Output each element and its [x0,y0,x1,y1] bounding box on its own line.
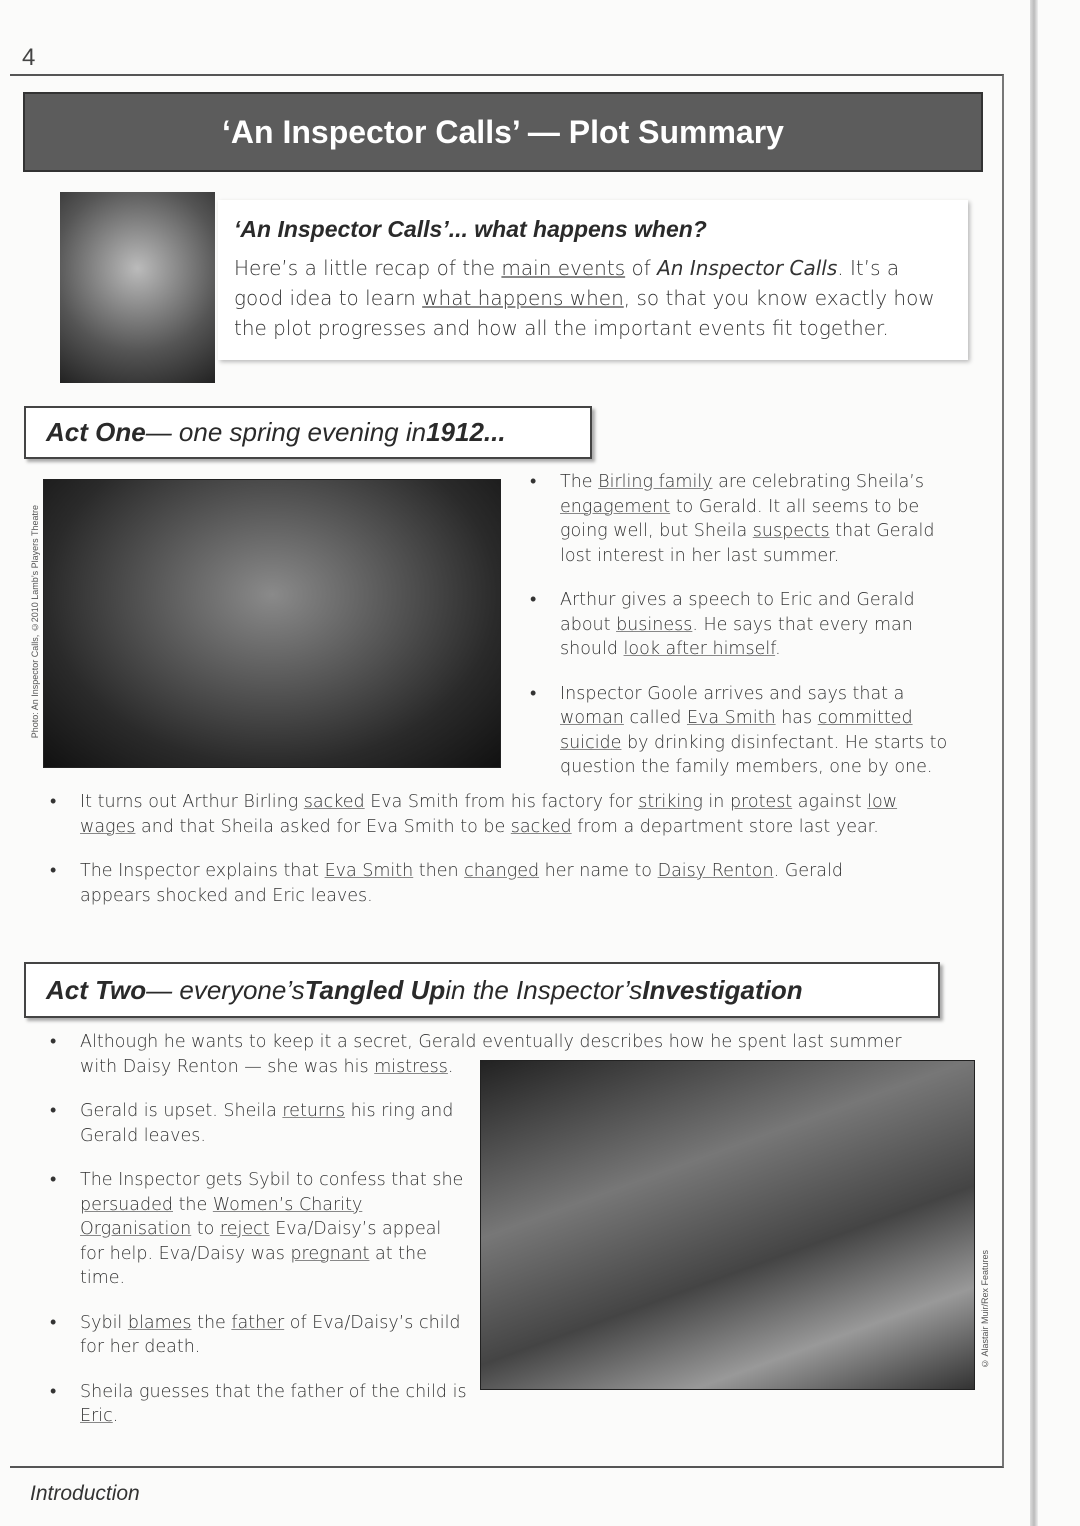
text-segment: Inspector Goole arrives and says that a [560,683,905,704]
underlined-keyword: persuaded [80,1194,173,1215]
underlined-keyword: changed [464,861,540,881]
text-segment: An Inspector Calls [657,256,838,280]
text-segment: of [625,256,658,280]
underlined-keyword: what happens when [422,286,624,310]
underlined-keyword: Daisy Renton [657,861,774,881]
text-segment: Tangled Up [304,974,446,1005]
intro-box [218,200,968,360]
text-segment: Act Two [46,974,147,1005]
underlined-keyword: blames [127,1312,192,1333]
text-segment: Act One [46,417,146,447]
underlined-keyword: suspects [752,521,830,541]
text-segment: then [413,861,465,881]
text-segment: The Inspector explains that [80,861,325,881]
text-segment: Eva Smith from his factory for [364,792,639,812]
act-one-bullets [530,470,950,800]
text-segment: Investigation [642,974,803,1005]
photo-credit: © Alastair Muir/Rex Features [980,1250,990,1369]
text-segment: her name to [539,861,658,881]
page-edge-shadow [1030,0,1038,1526]
bullet-item [50,790,910,839]
text-segment: against [792,792,868,812]
page-title: ‘An Inspector Calls’ — Plot Summary [23,92,983,172]
text-segment: The [560,472,599,492]
text-segment: by drinking disinfectant. He starts to question the family members, one by one. [560,732,948,777]
text-segment: the [173,1194,213,1215]
text-segment: are celebrating Sheila’s [712,472,924,492]
underlined-keyword: pregnant [290,1243,370,1264]
bullet-item [50,1311,470,1360]
underlined-keyword: woman [560,708,624,728]
act-one-stage-photo [43,479,501,768]
text-segment: of Eva/Daisy’s child for her death. [80,1312,461,1357]
text-segment: from a department store last year. [571,816,879,837]
intro-text [234,253,952,343]
text-segment: Gerald is upset. Sheila [80,1101,283,1121]
underlined-keyword: returns [282,1101,346,1121]
underlined-keyword: Eric [80,1406,113,1426]
act-two-heading [24,962,940,1018]
text-segment: . [112,1406,119,1426]
underlined-keyword: sacked [303,792,365,812]
text-segment: in [702,792,730,812]
underlined-keyword: protest [729,792,793,812]
underlined-keyword: father [231,1312,285,1333]
bullet-item [530,682,950,780]
text-segment: . [447,1056,454,1077]
act-two-bullets [50,1030,930,1449]
underlined-keyword: sacked [510,816,572,837]
text-segment: . Gerald appears shocked and Eric leaves. [80,861,843,906]
text-segment: that Gerald lost interest in her last summer. [560,521,935,566]
underlined-keyword: Birling family [598,472,713,492]
underlined-keyword: main events [501,256,626,280]
bullet-item [50,1099,470,1148]
text-segment: Sybil [80,1312,128,1333]
text-segment: Although he wants to keep it a secret, Gerald eventually describes how he spent last summer with Daisy Renton — she was his [80,1032,902,1077]
inspector-silhouette-image [60,192,215,383]
underlined-keyword: look after himself [623,639,776,659]
text-segment: his ring and Gerald leaves. [80,1101,454,1146]
underlined-keyword: mistress [374,1056,448,1077]
underlined-keyword: striking [638,792,703,812]
bullet-item [50,859,910,908]
photo-credit: Photo: An Inspector Calls, ©2010 Lamb’s Players Theatre [30,505,40,739]
bullet-item [50,1030,930,1079]
text-segment: . It’s a good idea to learn [234,256,900,310]
underlined-keyword: Women’s Charity Organisation [80,1194,363,1239]
text-segment: Arthur gives a speech to Eric and Gerald about [560,590,915,635]
text-segment: at the time. [80,1243,427,1288]
text-segment: in the Inspector’s [445,974,643,1005]
underlined-keyword: reject [219,1219,270,1239]
text-segment: . [775,639,781,659]
text-segment: The Inspector gets Sybil to confess that she [80,1170,464,1190]
text-segment: It turns out Arthur Birling [80,792,304,812]
underlined-keyword: engagement [560,496,671,517]
text-segment: Sheila guesses that the father of the child is [80,1381,467,1402]
text-segment: the [191,1312,232,1333]
bullet-item [50,1380,470,1429]
text-segment: 1912... [426,417,506,447]
section-footer: Introduction [30,1482,140,1505]
underlined-keyword: Eva Smith [324,861,414,881]
underlined-keyword: committed suicide [560,708,913,753]
text-segment: to [191,1219,220,1239]
text-segment: and that Sheila asked for Eva Smith to be [135,816,511,837]
act-one-bullets-full [50,790,910,928]
underlined-keyword: low wages [80,792,898,837]
intro-heading: ‘An Inspector Calls’... what happens when? [234,216,707,242]
text-segment: — one spring evening in [145,417,427,447]
text-segment: Here’s a little recap of the [234,256,502,280]
bullet-item [530,470,950,568]
underlined-keyword: Eva Smith [686,708,776,728]
text-segment: — everyone’s [146,974,305,1005]
text-segment: called [623,708,687,728]
act-one-heading [24,406,592,459]
text-segment: to Gerald. It all seems to be going well, but Sheila [560,496,920,541]
page-number: 4 [22,44,36,71]
text-segment: Eva/Daisy’s appeal for help. Eva/Daisy was [80,1219,442,1264]
text-segment: , so that you know exactly how the plot progresses and how all the important events fit together. [234,286,935,340]
text-segment: . He says that every man should [560,614,913,659]
bullet-item [530,588,950,662]
underlined-keyword: business [616,614,693,635]
bullet-item [50,1168,470,1291]
text-segment: has [775,708,818,728]
